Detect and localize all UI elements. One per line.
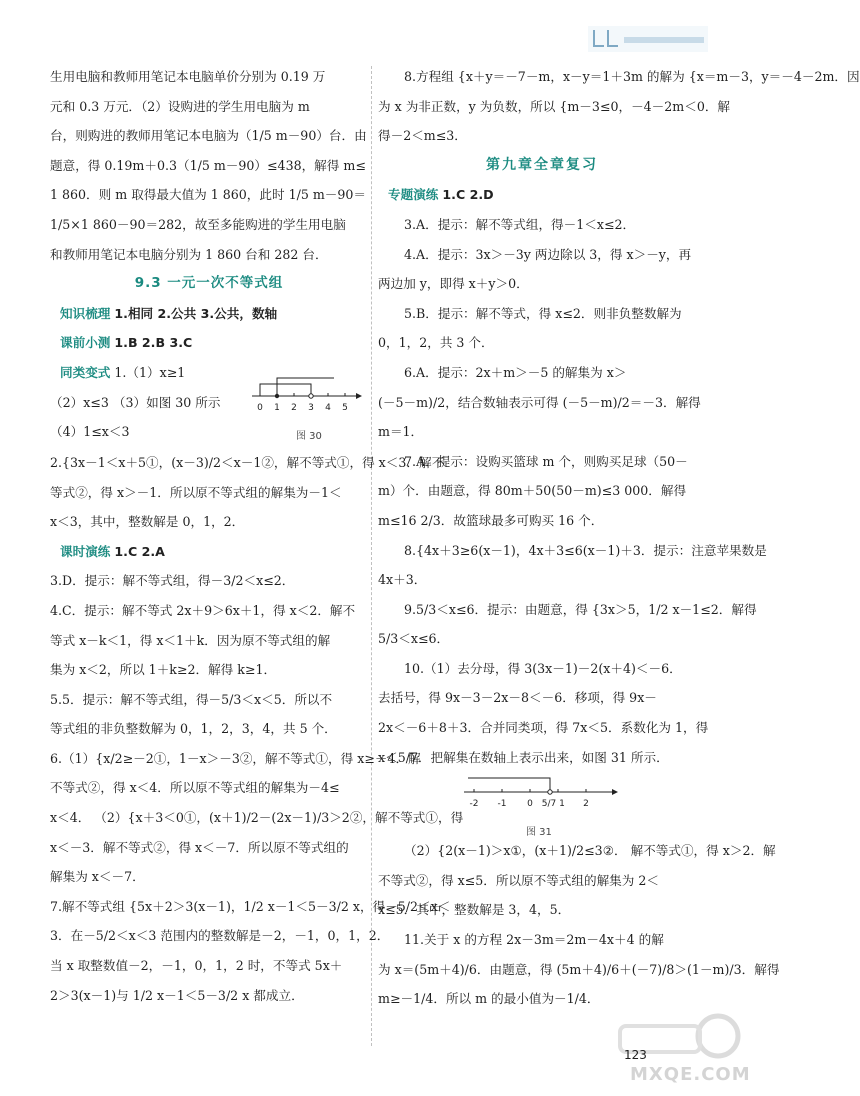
text-line: 1/5×1 860－90＝282，故至多能购进的学生用电脑 [50, 216, 346, 232]
keshi-label: 课时演练 [60, 543, 111, 559]
text-line: 台，则购进的教师用笔记本电脑为（1/5 m－90）台．由 [50, 128, 367, 144]
number-line-31 [378, 772, 706, 818]
fig30-tick-0: 0 [257, 402, 263, 413]
text-line: 10.（1）去分母，得 3(3x－1)－2(x＋4)＜－6． [404, 660, 682, 676]
fig31-tick-0: -2 [469, 799, 479, 810]
text-line: 当 x 取整数值－2，－1，0，1，2 时，不等式 5x＋ [50, 958, 343, 974]
text-line: (－5－m)/2，结合数轴表示可得 (－5－m)/2＝－3．解得 [378, 394, 701, 410]
text-line: 等式 x－k＜1，得 x＜1＋k．因为原不等式组的解 [50, 632, 331, 648]
figure-30 [250, 360, 362, 446]
text-line: m≤16 2/3．故篮球最多可购买 16 个． [378, 512, 604, 528]
tonglei-block [50, 358, 368, 448]
text-line: （2）{2(x－1)＞x①，(x＋1)/2≤3②． 解不等式①，得 x＞2．解 [404, 843, 776, 859]
text-line: x≤5．其中，整数解是 3，4，5． [378, 902, 571, 918]
fig30-tick-1: 1 [274, 402, 280, 413]
text-line: 为 x 为非正数，y 为负数，所以 {m－3≤0，－4－2m＜0．解 [378, 98, 731, 114]
zhuanti-label: 专题演练 [388, 187, 439, 203]
text-line: 3.A．提示：解不等式组，得－1＜x≤2． [404, 216, 636, 232]
text-line: 集为 x＜2，所以 1＋k≥2．解得 k≥1． [50, 662, 277, 678]
tonglei-line3: （4）1≤x＜3 [50, 424, 130, 440]
text-line: 3．在－5/2＜x＜3 范围内的整数解是－2，－1，0，1，2． [50, 928, 390, 944]
text-line: 11.关于 x 的方程 2x－3m＝2m－4x＋4 的解 [404, 932, 664, 948]
fig30-tick-2: 2 [291, 402, 297, 413]
zhuanti-row [378, 180, 706, 210]
text-line: x＜3，其中，整数解是 0，1，2． [50, 514, 245, 530]
text-line: 2.{3x－1＜x＋5①，(x－3)/2＜x－1②，解不等式①，得 x＜3．解不 [50, 454, 445, 470]
fig30-tick-3: 3 [308, 402, 314, 413]
text-line: 生用电脑和教师用笔记本电脑单价分别为 0.19 万 [50, 69, 326, 84]
text-line: x＜5/7．把解集在数轴上表示出来，如图 31 所示． [378, 749, 669, 765]
text-line: 6.A．提示：2x＋m＞－5 的解集为 x＞ [404, 364, 627, 380]
fig31-tick-2: 0 [527, 799, 533, 810]
fig31-tick-3: 5/7 [541, 799, 557, 810]
text-line: 9.5/3＜x≤6．提示：由题意，得 {3x＞5，1/2 x－1≤2．解得 [404, 601, 757, 617]
text-line: m）个．由题意，得 80m＋50(50－m)≤3 000．解得 [378, 483, 687, 499]
text-line: 6.（1）{x/2≥－2①，1－x＞－3②，解不等式①，得 x≥－4．解 [50, 750, 421, 766]
keshi-answer: 1.C 2.A [114, 543, 165, 559]
zhishi-answer: 1.相同 2.公共 3.公共，数轴 [114, 305, 278, 321]
kexian-label: 课前小测 [60, 335, 111, 351]
text-line: 不等式②，得 x≤5．所以原不等式组的解集为 2＜ [378, 872, 659, 888]
fig30-caption: 图 30 [296, 430, 322, 442]
text-line: 0，1，2，共 3 个． [378, 335, 494, 351]
text-line: 3.D．提示：解不等式组，得－3/2＜x≤2． [50, 573, 295, 589]
text-line: x＜－3．解不等式②，得 x＜－7．所以原不等式组的 [50, 839, 349, 855]
fig30-tick-4: 4 [325, 402, 331, 413]
text-line: 4x＋3． [378, 572, 427, 588]
text-line: 8.方程组 {x＋y＝－7－m，x－y＝1＋3m 的解为 {x＝m－3，y＝－4－2m．因 [404, 69, 860, 84]
fig31-caption: 图 31 [526, 827, 552, 839]
fig31-solution-ray [468, 778, 550, 792]
chapter-title: 第九章全章复习 [486, 156, 598, 173]
kexian-row [50, 328, 368, 358]
text-line: 4.C．提示：解不等式 2x＋9＞6x＋1，得 x＜2．解不 [50, 602, 356, 618]
text-line: m≥－1/4．所以 m 的最小值为－1/4． [378, 991, 600, 1007]
text-line: 7.A．提示：设购买篮球 m 个，则购买足球（50－ [404, 453, 688, 469]
text-line: 7.解不等式组 {5x＋2＞3(x－1)，1/2 x－1＜5－3/2 x，得－5/2＜x＜ [50, 898, 451, 914]
kexian-answer: 1.B 2.B 3.C [114, 335, 193, 351]
fig30-tick-5: 5 [342, 402, 348, 413]
text-line: 两边加 y，即得 x＋y＞0． [378, 276, 529, 292]
number-line-30 [250, 360, 362, 420]
page-number: 123 [624, 1048, 647, 1062]
text-line: 等式组的非负整数解为 0，1，2，3，4，共 5 个． [50, 721, 337, 737]
text-line: 为 x＝(5m＋4)/6．由题意，得 (5m＋4)/6＋(－7)/8＞(1－m)/3．解得 [378, 961, 780, 977]
text-line: 等式②，得 x＞－1．所以原不等式组的解集为－1＜ [50, 484, 342, 500]
fig31-tick-1: -1 [497, 799, 507, 810]
fig31-open-point [548, 790, 552, 794]
text-line: 和教师用笔记本电脑分别为 1 860 台和 282 台． [50, 246, 328, 262]
section-title: 9.3 一元一次不等式组 [134, 275, 284, 292]
watermark-brand: MXQE.COM [630, 1064, 751, 1085]
text-line: 4.A．提示：3x＞－3y 两边除以 3，得 x＞－y，再 [404, 246, 692, 262]
right-column [378, 62, 860, 1014]
text-line: 不等式②，得 x＜4．所以原不等式组的解集为－4≤ [50, 780, 340, 796]
text-line: 5.B．提示：解不等式，得 x≤2．则非负整数解为 [404, 305, 682, 321]
keshi-row [50, 537, 368, 567]
fig31-tick-4: 1 [559, 799, 565, 810]
fig30-marks [260, 378, 345, 398]
text-line: 5.5．提示：解不等式组，得－5/3＜x＜5．所以不 [50, 691, 333, 707]
tonglei-label: 同类变式 [60, 364, 111, 380]
zhuanti-answer: 1.C 2.D [442, 187, 494, 203]
corner-logo-icon [588, 26, 708, 52]
text-line: 5/3＜x≤6． [378, 631, 450, 647]
text-line: 解集为 x＜－7． [50, 869, 145, 885]
fig31-tick-5: 2 [583, 799, 589, 810]
tonglei-line2: （2）x≤3 （3）如图 30 所示 [50, 394, 221, 410]
text-line: 元和 0.3 万元．（2）设购进的学生用电脑为 m [50, 98, 310, 114]
text-line: 题意，得 0.19m＋0.3（1/5 m－90）≤438，解得 m≤ [50, 157, 366, 173]
text-line: 去括号，得 9x－3－2x－8＜－6．移项，得 9x－ [378, 690, 657, 706]
text-line: m＝1． [378, 424, 424, 440]
figure-31 [378, 772, 706, 839]
text-line: x＜4． （2）{x＋3＜0①，(x＋1)/2－(2x－1)/3＞2②，解不等式①，得 [50, 810, 464, 826]
zhishi-label: 知识梳理 [60, 305, 111, 321]
text-line: 2x＜－6＋8＋3．合并同类项，得 7x＜5．系数化为 1，得 [378, 720, 709, 736]
tonglei-line1: 1.（1）x≥1 [114, 364, 186, 380]
text-line: 得－2＜m≤3． [378, 128, 467, 144]
text-line: 2＞3(x－1)与 1/2 x－1＜5－3/2 x 都成立． [50, 987, 304, 1003]
zhishi-row [50, 299, 368, 329]
text-line: 1 860．则 m 取得最大值为 1 860，此时 1/5 m－90＝ [50, 187, 367, 203]
text-line: 8.{4x＋3≥6(x－1)，4x＋3≤6(x－1)＋3．提示：注意苹果数是 [404, 542, 767, 558]
